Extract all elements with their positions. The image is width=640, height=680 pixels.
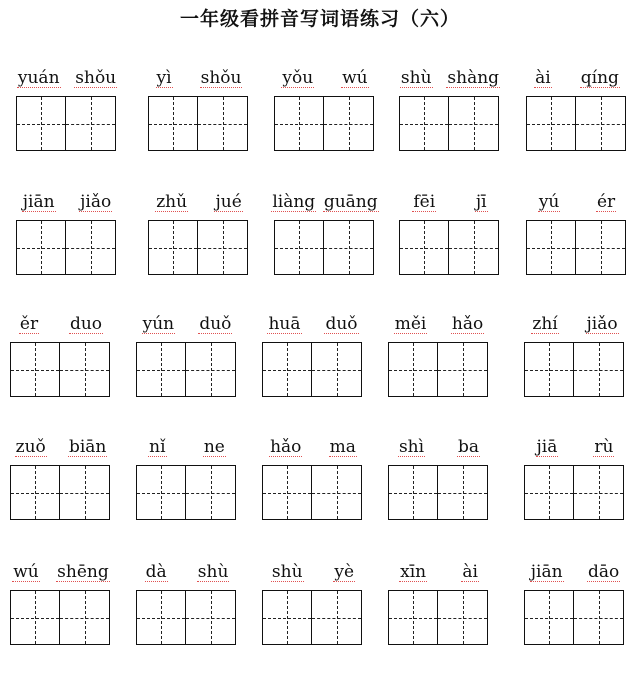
writing-grid[interactable] <box>274 220 376 275</box>
word-item <box>10 560 112 670</box>
writing-grid[interactable] <box>16 96 118 151</box>
tian-box[interactable] <box>10 590 60 645</box>
pinyin-syllable: ba <box>458 436 480 457</box>
tian-box[interactable] <box>576 96 626 151</box>
tian-box[interactable] <box>186 342 236 397</box>
exercise-row-1 <box>0 66 640 186</box>
exercise-row-4 <box>0 435 640 555</box>
pinyin-pair <box>518 560 632 584</box>
pinyin-syllable: shì <box>398 436 425 457</box>
writing-grid[interactable] <box>262 342 364 397</box>
tian-box[interactable] <box>399 96 449 151</box>
pinyin-pair <box>130 435 244 459</box>
tian-box[interactable] <box>274 220 324 275</box>
word-item <box>136 560 238 670</box>
writing-grid[interactable] <box>148 220 250 275</box>
tian-box[interactable] <box>136 465 186 520</box>
tian-box[interactable] <box>576 220 626 275</box>
page-title: 一年级看拼音写词语练习（六） <box>179 8 460 30</box>
word-item <box>10 435 112 545</box>
pinyin-syllable: měi <box>394 313 427 334</box>
word-item <box>399 66 501 176</box>
pinyin-syllable: ěr <box>19 313 39 334</box>
word-item <box>524 560 626 670</box>
pinyin-syllable: wú <box>342 67 368 88</box>
word-item <box>274 190 376 300</box>
tian-box[interactable] <box>60 590 110 645</box>
pinyin-pair <box>4 312 118 336</box>
writing-grid[interactable] <box>136 342 238 397</box>
writing-grid[interactable] <box>148 96 250 151</box>
word-item <box>526 190 628 300</box>
pinyin-syllable: shǒu <box>200 67 242 88</box>
writing-grid[interactable] <box>524 590 626 645</box>
pinyin-syllable: yì <box>156 67 172 88</box>
word-item <box>274 66 376 176</box>
tian-box[interactable] <box>274 96 324 151</box>
writing-grid[interactable] <box>16 220 118 275</box>
pinyin-syllable: jī <box>475 191 487 212</box>
word-item <box>10 312 112 422</box>
tian-box[interactable] <box>524 342 574 397</box>
pinyin-syllable: qíng <box>580 67 619 88</box>
pinyin-syllable: biān <box>68 436 107 457</box>
pinyin-pair <box>268 190 382 214</box>
pinyin-syllable: huā <box>268 313 301 334</box>
pinyin-pair <box>4 435 118 459</box>
tian-box[interactable] <box>524 465 574 520</box>
word-item <box>16 190 118 300</box>
tian-box[interactable] <box>136 590 186 645</box>
word-item <box>262 435 364 545</box>
word-item <box>524 312 626 422</box>
pinyin-pair <box>142 190 256 214</box>
writing-grid[interactable] <box>524 465 626 520</box>
pinyin-pair <box>256 435 370 459</box>
tian-box[interactable] <box>136 342 186 397</box>
pinyin-pair <box>518 435 632 459</box>
pinyin-syllable: dāo <box>588 561 620 582</box>
tian-box[interactable] <box>526 220 576 275</box>
exercise-row-2 <box>0 190 640 310</box>
writing-grid[interactable] <box>262 590 364 645</box>
tian-box[interactable] <box>526 96 576 151</box>
tian-box[interactable] <box>262 590 312 645</box>
writing-grid[interactable] <box>10 342 112 397</box>
pinyin-pair <box>520 190 634 214</box>
tian-box[interactable] <box>312 465 362 520</box>
pinyin-syllable: ài <box>535 67 551 88</box>
tian-box[interactable] <box>66 96 116 151</box>
pinyin-syllable: shǒu <box>75 67 117 88</box>
tian-box[interactable] <box>388 590 438 645</box>
tian-box[interactable] <box>148 96 198 151</box>
pinyin-pair <box>393 190 507 214</box>
exercise-row-5 <box>0 560 640 680</box>
pinyin-syllable: liàng <box>272 191 316 212</box>
pinyin-syllable: xīn <box>400 561 427 582</box>
pinyin-syllable: shēng <box>57 561 109 582</box>
tian-box[interactable] <box>312 342 362 397</box>
tian-box[interactable] <box>186 590 236 645</box>
tian-box[interactable] <box>574 590 624 645</box>
pinyin-syllable: rù <box>594 436 614 457</box>
tian-box[interactable] <box>449 96 499 151</box>
writing-grid[interactable] <box>526 220 628 275</box>
pinyin-syllable: dà <box>145 561 167 582</box>
pinyin-syllable: duǒ <box>325 313 358 334</box>
pinyin-pair <box>518 312 632 336</box>
pinyin-syllable: jiān <box>530 561 563 582</box>
pinyin-pair <box>382 560 496 584</box>
pinyin-syllable: nǐ <box>149 436 166 457</box>
tian-box[interactable] <box>148 220 198 275</box>
pinyin-syllable: zhí <box>532 313 558 334</box>
tian-box[interactable] <box>198 220 248 275</box>
writing-grid[interactable] <box>10 590 112 645</box>
pinyin-syllable: yè <box>334 561 355 582</box>
writing-grid[interactable] <box>136 590 238 645</box>
pinyin-syllable: hǎo <box>451 313 484 334</box>
pinyin-syllable: zuǒ <box>15 436 46 457</box>
tian-box[interactable] <box>262 342 312 397</box>
pinyin-pair <box>382 312 496 336</box>
tian-box[interactable] <box>262 465 312 520</box>
pinyin-syllable: duo <box>69 313 103 334</box>
word-item <box>136 435 238 545</box>
tian-box[interactable] <box>388 342 438 397</box>
word-item <box>388 560 490 670</box>
word-item <box>399 190 501 300</box>
tian-box[interactable] <box>186 465 236 520</box>
pinyin-syllable: yuán <box>17 67 60 88</box>
pinyin-syllable: shàng <box>447 67 500 88</box>
pinyin-syllable: jiǎo <box>586 313 618 334</box>
tian-box[interactable] <box>574 342 624 397</box>
writing-grid[interactable] <box>399 96 501 151</box>
pinyin-syllable: zhǔ <box>156 191 188 212</box>
pinyin-pair <box>142 66 256 90</box>
word-item <box>136 312 238 422</box>
writing-grid[interactable] <box>388 590 490 645</box>
pinyin-syllable: wú <box>13 561 39 582</box>
tian-box[interactable] <box>198 96 248 151</box>
pinyin-syllable: fēi <box>413 191 436 212</box>
pinyin-syllable: duǒ <box>199 313 232 334</box>
pinyin-pair <box>10 66 124 90</box>
tian-box[interactable] <box>438 590 488 645</box>
pinyin-syllable: shù <box>400 67 432 88</box>
pinyin-syllable: ér <box>597 191 616 212</box>
tian-box[interactable] <box>438 342 488 397</box>
tian-box[interactable] <box>438 465 488 520</box>
pinyin-pair <box>520 66 634 90</box>
pinyin-syllable: jiǎo <box>80 191 112 212</box>
tian-box[interactable] <box>324 220 374 275</box>
pinyin-syllable: yú <box>538 191 560 212</box>
exercise-row-3 <box>0 312 640 432</box>
pinyin-syllable: jiān <box>22 191 55 212</box>
tian-box[interactable] <box>524 590 574 645</box>
pinyin-pair <box>130 560 244 584</box>
tian-box[interactable] <box>312 590 362 645</box>
writing-grid[interactable] <box>388 465 490 520</box>
pinyin-pair <box>256 312 370 336</box>
pinyin-pair <box>4 560 118 584</box>
writing-grid[interactable] <box>274 96 376 151</box>
pinyin-syllable: shù <box>271 561 303 582</box>
writing-grid[interactable] <box>524 342 626 397</box>
pinyin-syllable: jué <box>215 191 242 212</box>
tian-box[interactable] <box>66 220 116 275</box>
pinyin-syllable: jiā <box>536 436 558 457</box>
pinyin-pair <box>382 435 496 459</box>
word-item <box>524 435 626 545</box>
tian-box[interactable] <box>324 96 374 151</box>
tian-box[interactable] <box>60 342 110 397</box>
pinyin-syllable: hǎo <box>270 436 302 457</box>
pinyin-syllable: yún <box>142 313 175 334</box>
tian-box[interactable] <box>10 465 60 520</box>
pinyin-syllable: yǒu <box>282 67 314 88</box>
tian-box[interactable] <box>449 220 499 275</box>
tian-box[interactable] <box>16 220 66 275</box>
tian-box[interactable] <box>10 342 60 397</box>
tian-box[interactable] <box>574 465 624 520</box>
writing-grid[interactable] <box>136 465 238 520</box>
tian-box[interactable] <box>60 465 110 520</box>
pinyin-pair <box>268 66 382 90</box>
pinyin-syllable: ài <box>462 561 478 582</box>
word-item <box>148 66 250 176</box>
pinyin-syllable: guāng <box>323 191 378 212</box>
writing-grid[interactable] <box>262 465 364 520</box>
tian-box[interactable] <box>16 96 66 151</box>
word-item <box>388 312 490 422</box>
writing-grid[interactable] <box>526 96 628 151</box>
pinyin-pair <box>256 560 370 584</box>
tian-box[interactable] <box>399 220 449 275</box>
word-item <box>388 435 490 545</box>
writing-grid[interactable] <box>388 342 490 397</box>
pinyin-syllable: ma <box>329 436 356 457</box>
word-item <box>526 66 628 176</box>
word-item <box>148 190 250 300</box>
writing-grid[interactable] <box>399 220 501 275</box>
word-item <box>262 560 364 670</box>
pinyin-syllable: ne <box>203 436 225 457</box>
pinyin-pair <box>393 66 507 90</box>
pinyin-pair <box>130 312 244 336</box>
tian-box[interactable] <box>388 465 438 520</box>
pinyin-syllable: shù <box>197 561 229 582</box>
word-item <box>16 66 118 176</box>
pinyin-pair <box>10 190 124 214</box>
writing-grid[interactable] <box>10 465 112 520</box>
word-item <box>262 312 364 422</box>
